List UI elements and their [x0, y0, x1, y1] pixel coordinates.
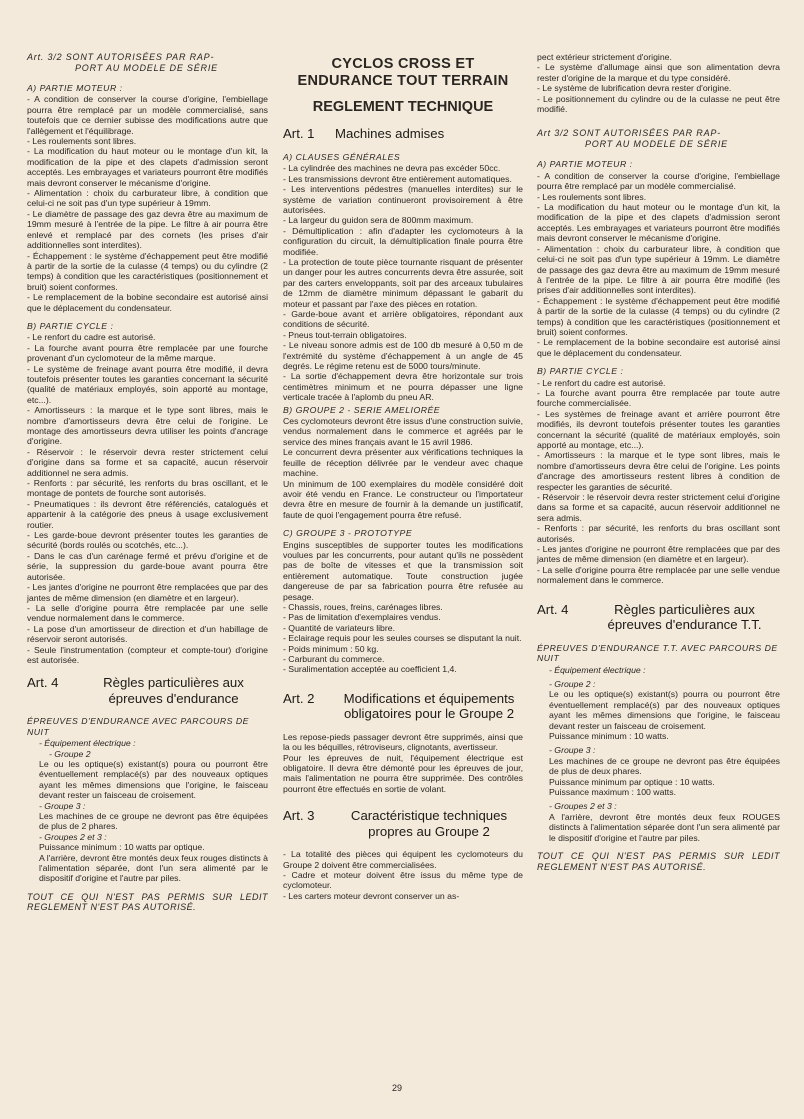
- paragraph: - Le système d'allumage ainsi que son alimentation devra rester d'origine de la marque et du type considéré.: [537, 62, 780, 83]
- paragraph: - Le renfort du cadre est autorisé.: [537, 377, 666, 388]
- subsection-title-cycle: B) PARTIE CYCLE :: [537, 366, 624, 377]
- paragraph: - Échappement : le système d'échappement peut être modifié à partir de la sortie de la culasse (4 temps) ou du cylindre (2 temps) à condition que les caractéristiques (positionnement et bruit) soient conformes.: [27, 250, 268, 292]
- paragraph: - Les carters moteur devront conserver un as-: [283, 890, 460, 901]
- paragraph: - Les interventions pédestres (manuelles interdites) sur le système de variation continueront provisoirement à être autorisées.: [283, 184, 523, 215]
- article-number: Art. 2: [283, 690, 315, 706]
- paragraph: - La modification du haut moteur ou le montage d'un kit, la modification de la pipe et des clapets d'admission seront acceptés. Les embrayages et variateurs pourront être modifiés mais devront conserver le mécanisme d'origine.: [537, 202, 780, 244]
- paragraph: - Quantité de variateurs libre.: [283, 622, 396, 633]
- section-heading-art-3-2: [27, 52, 268, 73]
- paragraph: - Le renfort du cadre est autorisé.: [27, 332, 156, 343]
- paragraph: - Eclairage requis pour les seules courses se disputant la nuit.: [283, 633, 522, 644]
- paragraph: - La cylindrée des machines ne devra pas excéder 50cc.: [283, 163, 501, 174]
- paragraph: - La fourche avant pourra être remplacée par une fourche provenant d'un cyclomoteur de la même marque.: [27, 342, 268, 364]
- group23-text-1: Puissance minimum : 10 watts par optique.: [39, 842, 205, 853]
- article-title: Modifications et équipements obligatoires pour le Groupe 2: [343, 690, 515, 722]
- group23-label: - Groupes 2 et 3 :: [549, 801, 617, 812]
- article-title: Règles particulières aux épreuves d'endurance T.T.: [607, 601, 762, 633]
- paragraph: - Les jantes d'origine ne pourront être remplacées que par des jantes de même dimension (en diamètre et en largeur).: [537, 544, 780, 565]
- subsection-title-groupe3: C) GROUPE 3 - PROTOTYPE: [283, 528, 413, 539]
- paragraph: - Les jantes d'origine ne pourront être remplacées que par des jantes de même dimension (en diamètre et en largeur).: [27, 582, 268, 603]
- equipment-label: - Équipement électrique :: [549, 664, 646, 675]
- moteur-paragraphs: [537, 171, 780, 358]
- paragraph: - Alimentation : choix du carburateur libre, à condition que celui-ci ne soit pas d'un type supérieur à 19mm. Le diamètre de passage des gaz devra être au maximum de 19mm mesuré à l'entrée de la pipe. Le filtre à air pourra être modifié (les prises d'air additionnelles sont interdites).: [537, 243, 780, 296]
- article-1-heading: [283, 126, 523, 142]
- paragraph: - La pose d'un amortisseur de direction et d'un habillage de réservoir seront autorisés.: [27, 623, 268, 645]
- paragraph: Pour les épreuves de nuit, l'équipement électrique est obligatoire. Il devra être démonté pour les épreuves de jour, mais l'alimentation ne pourra être supprimée. Des contrôles pourront être effectués en sortie de volant.: [283, 752, 523, 794]
- paragraph: - Le niveau sonore admis est de 100 db mesuré à 0,50 m de l'extrémité du système d'échappement à un angle de 45 degrés. Le régime retenu est de 5000 tours/minute.: [283, 340, 523, 372]
- article-4-heading: [27, 675, 268, 706]
- continued-paragraphs: [537, 52, 780, 114]
- paragraph: - Suralimentation acceptée au coefficient 1,4.: [283, 664, 457, 675]
- paragraph: - Les roulements sont libres.: [537, 191, 647, 202]
- paragraph: - Amortisseurs : la marque et le type sont libres, mais le nombre d'amortisseurs devra être celui de l'origine. Le montage des amortisseurs devra utiliser les points d'ancrage d'origine.: [27, 405, 268, 447]
- subsection-title-clauses: A) CLAUSES GÉNÉRALES: [283, 151, 401, 162]
- article-title: Règles particulières aux épreuves d'endurance: [103, 675, 244, 706]
- paragraph: - Renforts : par sécurité, les renforts du bras oscillant, et le montage de pontets de fourche sont autorisés.: [27, 478, 268, 499]
- paragraph: - La sortie d'échappement devra être horizontale sur trois centimètres minimum et ne pourra dépasser une ligne verticale tracée à l'aplomb du pneu AR.: [283, 371, 523, 403]
- endurance-title: ÉPREUVES D'ENDURANCE T.T. AVEC PARCOURS DE NUIT: [537, 642, 778, 664]
- paragraph: - La modification du haut moteur ou le montage d'un kit, la modification de la pipe et des clapets d'admission seront acceptés. Les embrayages et variateurs pourront être modifiés mais devront conserver le mécanisme d'origine.: [27, 146, 268, 188]
- paragraph: - Les roulements sont libres.: [27, 136, 137, 147]
- paragraph: Un minimum de 100 exemplaires du modèle considéré doit avoir été vendu en France. Le constructeur ou l'importateur devra être en mesure de fournir à la demande un justificatif, faute de quoi l'engagement pourra être refusé.: [283, 478, 523, 520]
- group23-label: - Groupes 2 et 3 :: [39, 831, 107, 842]
- paragraph: - La fourche avant pourra être remplacée par toute autre fourche commercialisée.: [537, 387, 780, 409]
- paragraph: - Pneumatiques : ils devront être référenciés, catalogués et appartenir à la catégorie des pneus à usage exclusivement routier.: [27, 498, 268, 530]
- article-4-heading: [537, 602, 780, 633]
- group3-text-3: Puissance maximum : 100 watts.: [549, 786, 676, 797]
- heading-line-1: Art. 3/2 SONT AUTORISÉES PAR RAP-: [27, 52, 215, 62]
- paragraph: - A condition de conserver la course d'origine, l'embiellage pourra être remplacé par un modèle commercialisé.: [537, 170, 780, 192]
- column-middle: [283, 56, 523, 901]
- group3-label: - Groupe 3 :: [549, 745, 596, 756]
- cycle-paragraphs: [537, 378, 780, 586]
- paragraph: - Les garde-boue devront présenter toutes les garanties de sécurité (bords roulés ou scotchés, etc...).: [27, 530, 268, 551]
- heading-line-1: Art 3/2 SONT AUTORISÉES PAR RAP-: [537, 128, 721, 139]
- paragraph: - La largeur du guidon sera de 800mm maximum.: [283, 215, 474, 226]
- page-subtitle: REGLEMENT TECHNIQUE: [312, 99, 494, 115]
- paragraph: - Seule l'instrumentation (compteur et compte-tour) d'origine est autorisée.: [27, 644, 268, 665]
- paragraph: - Dans le cas d'un carénage fermé et prévu d'origine et de série, la suppression du garde-boue avant pourra être autorisée.: [27, 550, 268, 582]
- group23-text-2: A l'arrière, devront être montés deux feux rouges distincts à l'alimentation séparée, dont l'un sera alimenté par le dispositif d'origine et l'autre par piles.: [39, 852, 268, 884]
- group2-text: Le ou les optique(s) existant(s) poura ou pourront être éventuellement remplacé(s) par des nouveaux optiques ayant les mêmes dimensions que l'origine, le faisceau devant rester un faisceau de croisement.: [39, 758, 268, 801]
- article-number: Art. 4: [537, 601, 569, 617]
- groupe3-paragraphs: [283, 540, 523, 675]
- paragraph: Les repose-pieds passager devront être supprimés, ainsi que la ou les béquilles, rétroviseurs, clignotants, avertisseur.: [283, 731, 523, 753]
- paragraph: - La selle d'origine pourra être remplacée par une selle vendue normalement dans le commerce.: [27, 602, 268, 624]
- group3-text-2: Puissance minimum par optique : 10 watts.: [549, 776, 715, 787]
- paragraph: - La protection de toute pièce tournante risquant de présenter un danger pour les autres concurrents devra être assurée, soit par des carters enveloppants, soit par des arceaux tubulaires de 12mm de diamètre minimum dépassant le gabarit du moteur et passant par l'axe des pièces en rotation.: [283, 256, 524, 309]
- moteur-paragraphs: [27, 94, 268, 313]
- article-3-paragraphs: [283, 849, 523, 901]
- paragraph: - Le remplacement de la bobine secondaire est autorisé ainsi que le déplacement du condensateur.: [537, 337, 780, 358]
- group3-text: Les machines de ce groupe ne devront pas être équipées de plus de 2 phares.: [39, 811, 268, 832]
- paragraph: - Le diamètre de passage des gaz devra être au maximum de 19mm mesuré à l'entrée de la pipe. Le filtre à air pourra être enlevé et remplacé par des cornets (les prises d'air additionnelles sont interdites).: [27, 208, 268, 251]
- article-number: Art. 1: [283, 126, 315, 142]
- subsection-title-groupe2: B) GROUPE 2 - SERIE AMELIORÉE: [283, 404, 441, 415]
- article-title: Caractéristique techniques propres au Groupe 2: [350, 808, 508, 839]
- heading-line-2: PORT AU MODELE DE SÉRIE: [585, 138, 728, 149]
- paragraph: pect extérieur strictement d'origine.: [537, 52, 672, 62]
- paragraph: - Garde-boue avant et arrière obligatoires, répondant aux conditions de sécurité.: [283, 309, 523, 330]
- paragraph: - Amortisseurs : la marque et le type sont libres, mais le nombre d'amortisseurs devra être celui de l'origine. Les points d'ancrage des amortisseurs restent libres à condition de respecter les garanties de sécurité.: [537, 450, 780, 492]
- section-heading-art-3-2: [537, 128, 780, 149]
- subsection-title-moteur: A) PARTIE MOTEUR :: [27, 83, 123, 93]
- closing-statement: TOUT CE QUI N'EST PAS PERMIS SUR LEDIT REGLEMENT N'EST PAS AUTORISÉ.: [27, 891, 268, 913]
- page-number: 29: [392, 1083, 403, 1093]
- paragraph: - Réservoir : le réservoir devra rester strictement celui d'origine dans sa forme et sa capacité, aucun réservoir additionnel ne sera admis.: [27, 446, 268, 478]
- paragraph: - Le remplacement de la bobine secondaire est autorisé ainsi que le déplacement du condensateur.: [27, 292, 268, 313]
- paragraph: - A condition de conserver la course d'origine, l'embiellage pourra être remplacé par un modèle commercialisé, sans toutefois que ce dernier subisse des modifications autre que l'allègement et l'équilibrage.: [27, 94, 268, 136]
- cycle-paragraphs: [27, 332, 268, 665]
- endurance-title: ÉPREUVES D'ENDURANCE AVEC PARCOURS DE NUIT: [27, 716, 249, 737]
- paragraph: Le concurrent devra présenter aux vérifications techniques la feuille de réception délivrée par le vendeur avec chaque machine.: [283, 447, 523, 479]
- paragraph: - Alimentation : choix du carburateur libre, à condition que celui-ci ne soit pas d'un type supérieur à 19mm.: [27, 188, 268, 209]
- paragraph: - Carburant du commerce.: [283, 654, 385, 664]
- page-title-line-1: CYCLOS CROSS ET: [331, 56, 475, 72]
- subsection-title-moteur: A) PARTIE MOTEUR :: [537, 159, 633, 170]
- article-2-paragraphs: [283, 732, 523, 794]
- heading-line-2: PORT AU MODELE DE SÉRIE: [75, 62, 218, 73]
- paragraph: - La totalité des pièces qui équipent les cyclomoteurs du Groupe 2 doivent être commercialisées.: [283, 849, 523, 870]
- clauses-paragraphs: [283, 163, 523, 402]
- paragraph: - Chassis, roues, freins, carénages libres.: [283, 601, 443, 612]
- column-right: [537, 52, 780, 881]
- article-3-heading: [283, 808, 523, 839]
- group2-label: - Groupe 2: [49, 748, 91, 759]
- group2-label: - Groupe 2 :: [549, 678, 596, 689]
- article-title: Machines admises: [335, 126, 445, 142]
- group3-text-1: Les machines de ce groupe ne devront pas être équipées de plus de deux phares.: [549, 755, 780, 777]
- paragraph: - Le système de lubrification devra rester d'origine.: [537, 83, 732, 94]
- paragraph: Ces cyclomoteurs devront être issus d'une construction suivie, vendus normalement dans le commerce et agréés par le service des mines français avant le 15 avril 1986.: [283, 416, 523, 447]
- groupe2-paragraphs: [283, 416, 523, 520]
- paragraph: - Pas de limitation d'exemplaires vendus.: [283, 612, 441, 623]
- paragraph: - Renforts : par sécurité, les renforts du bras oscillant sont autorisés.: [537, 523, 780, 544]
- paragraph: - Démultiplication : afin d'adapter les cyclomoteurs à la configuration du circuit, la démultiplication finale pourra être modifiée.: [283, 225, 523, 257]
- article-number: Art. 4: [27, 675, 59, 691]
- paragraph: - Le positionnement du cylindre ou de la culasse ne peut être modifié.: [537, 93, 780, 115]
- equipment-label: - Équipement électrique :: [39, 738, 136, 749]
- paragraph: - Les transmissions devront être entièrement automatiques.: [283, 173, 512, 184]
- closing-statement: TOUT CE QUI N'EST PAS PERMIS SUR LEDIT REGLEMENT N'EST PAS AUTORISÉ.: [537, 851, 780, 872]
- paragraph: - Les systèmes de freinage avant et arrière pourront être modifiés, ils devront toutefois présenter toutes les garanties concernant la sécurité (qualité de matériaux employés, soin apporté au montage, etc...).: [537, 408, 780, 450]
- page-title-line-2: ENDURANCE TOUT TERRAIN: [297, 73, 509, 89]
- paragraph: - Poids minimum : 50 kg.: [283, 643, 379, 654]
- paragraph: Engins susceptibles de supporter toutes les modifications voulues par les concurrents, pour autant qu'ils ne possèdent pas de boîte de vitesses et que la transmission soit entièrement automatique. Toute construction jugée dangereuse de par sa fabrication pourra être refusée au pesage.: [283, 539, 523, 602]
- article-2-heading: [283, 691, 523, 722]
- paragraph: - La selle d'origine pourra être remplacée par une selle vendue normalement dans le commerce.: [537, 564, 780, 586]
- subsection-title-cycle: B) PARTIE CYCLE :: [27, 320, 114, 331]
- column-left: [27, 52, 268, 922]
- group3-label: - Groupe 3 :: [39, 800, 86, 811]
- paragraph: - Réservoir : le réservoir devra rester strictement celui d'origine dans sa forme et sa capacité, aucun réservoir additionnel ne sera admis.: [537, 492, 780, 523]
- group2-text: Le ou les optique(s) existant(s) pourra ou pourront être éventuellement remplacé(s) par des nouveaux optiques ayant les mêmes dimensions que l'origine, le faisceau devant rester un faisceau de croisement.: [549, 689, 780, 731]
- paragraph: - Pneus tout-terrain obligatoires.: [283, 329, 407, 340]
- group23-text: A l'arrière, devront être montés deux feux ROUGES distincts à l'alimentation séparée dont l'un sera alimenté par le dispositif d'origine et l'autre par piles.: [549, 811, 780, 843]
- paragraph: - Cadre et moteur doivent être issus du même type de cyclomoteur.: [283, 870, 523, 891]
- group2-power: Puissance minimum : 10 watts.: [549, 730, 669, 741]
- article-number: Art. 3: [283, 808, 315, 824]
- paragraph: - Échappement : le système d'échappement peut être modifié à partir de la sortie de la culasse (4 temps) ou du cylindre (2 temps) à condition que les caractéristiques (positionnement et bruit) soient conformes.: [537, 295, 780, 337]
- paragraph: - Le système de freinage avant pourra être modifié, il devra toutefois présenter toutes les garanties concernant la sécurité (qualité de matériaux employés, soin apporté au montage, etc...).: [27, 363, 268, 405]
